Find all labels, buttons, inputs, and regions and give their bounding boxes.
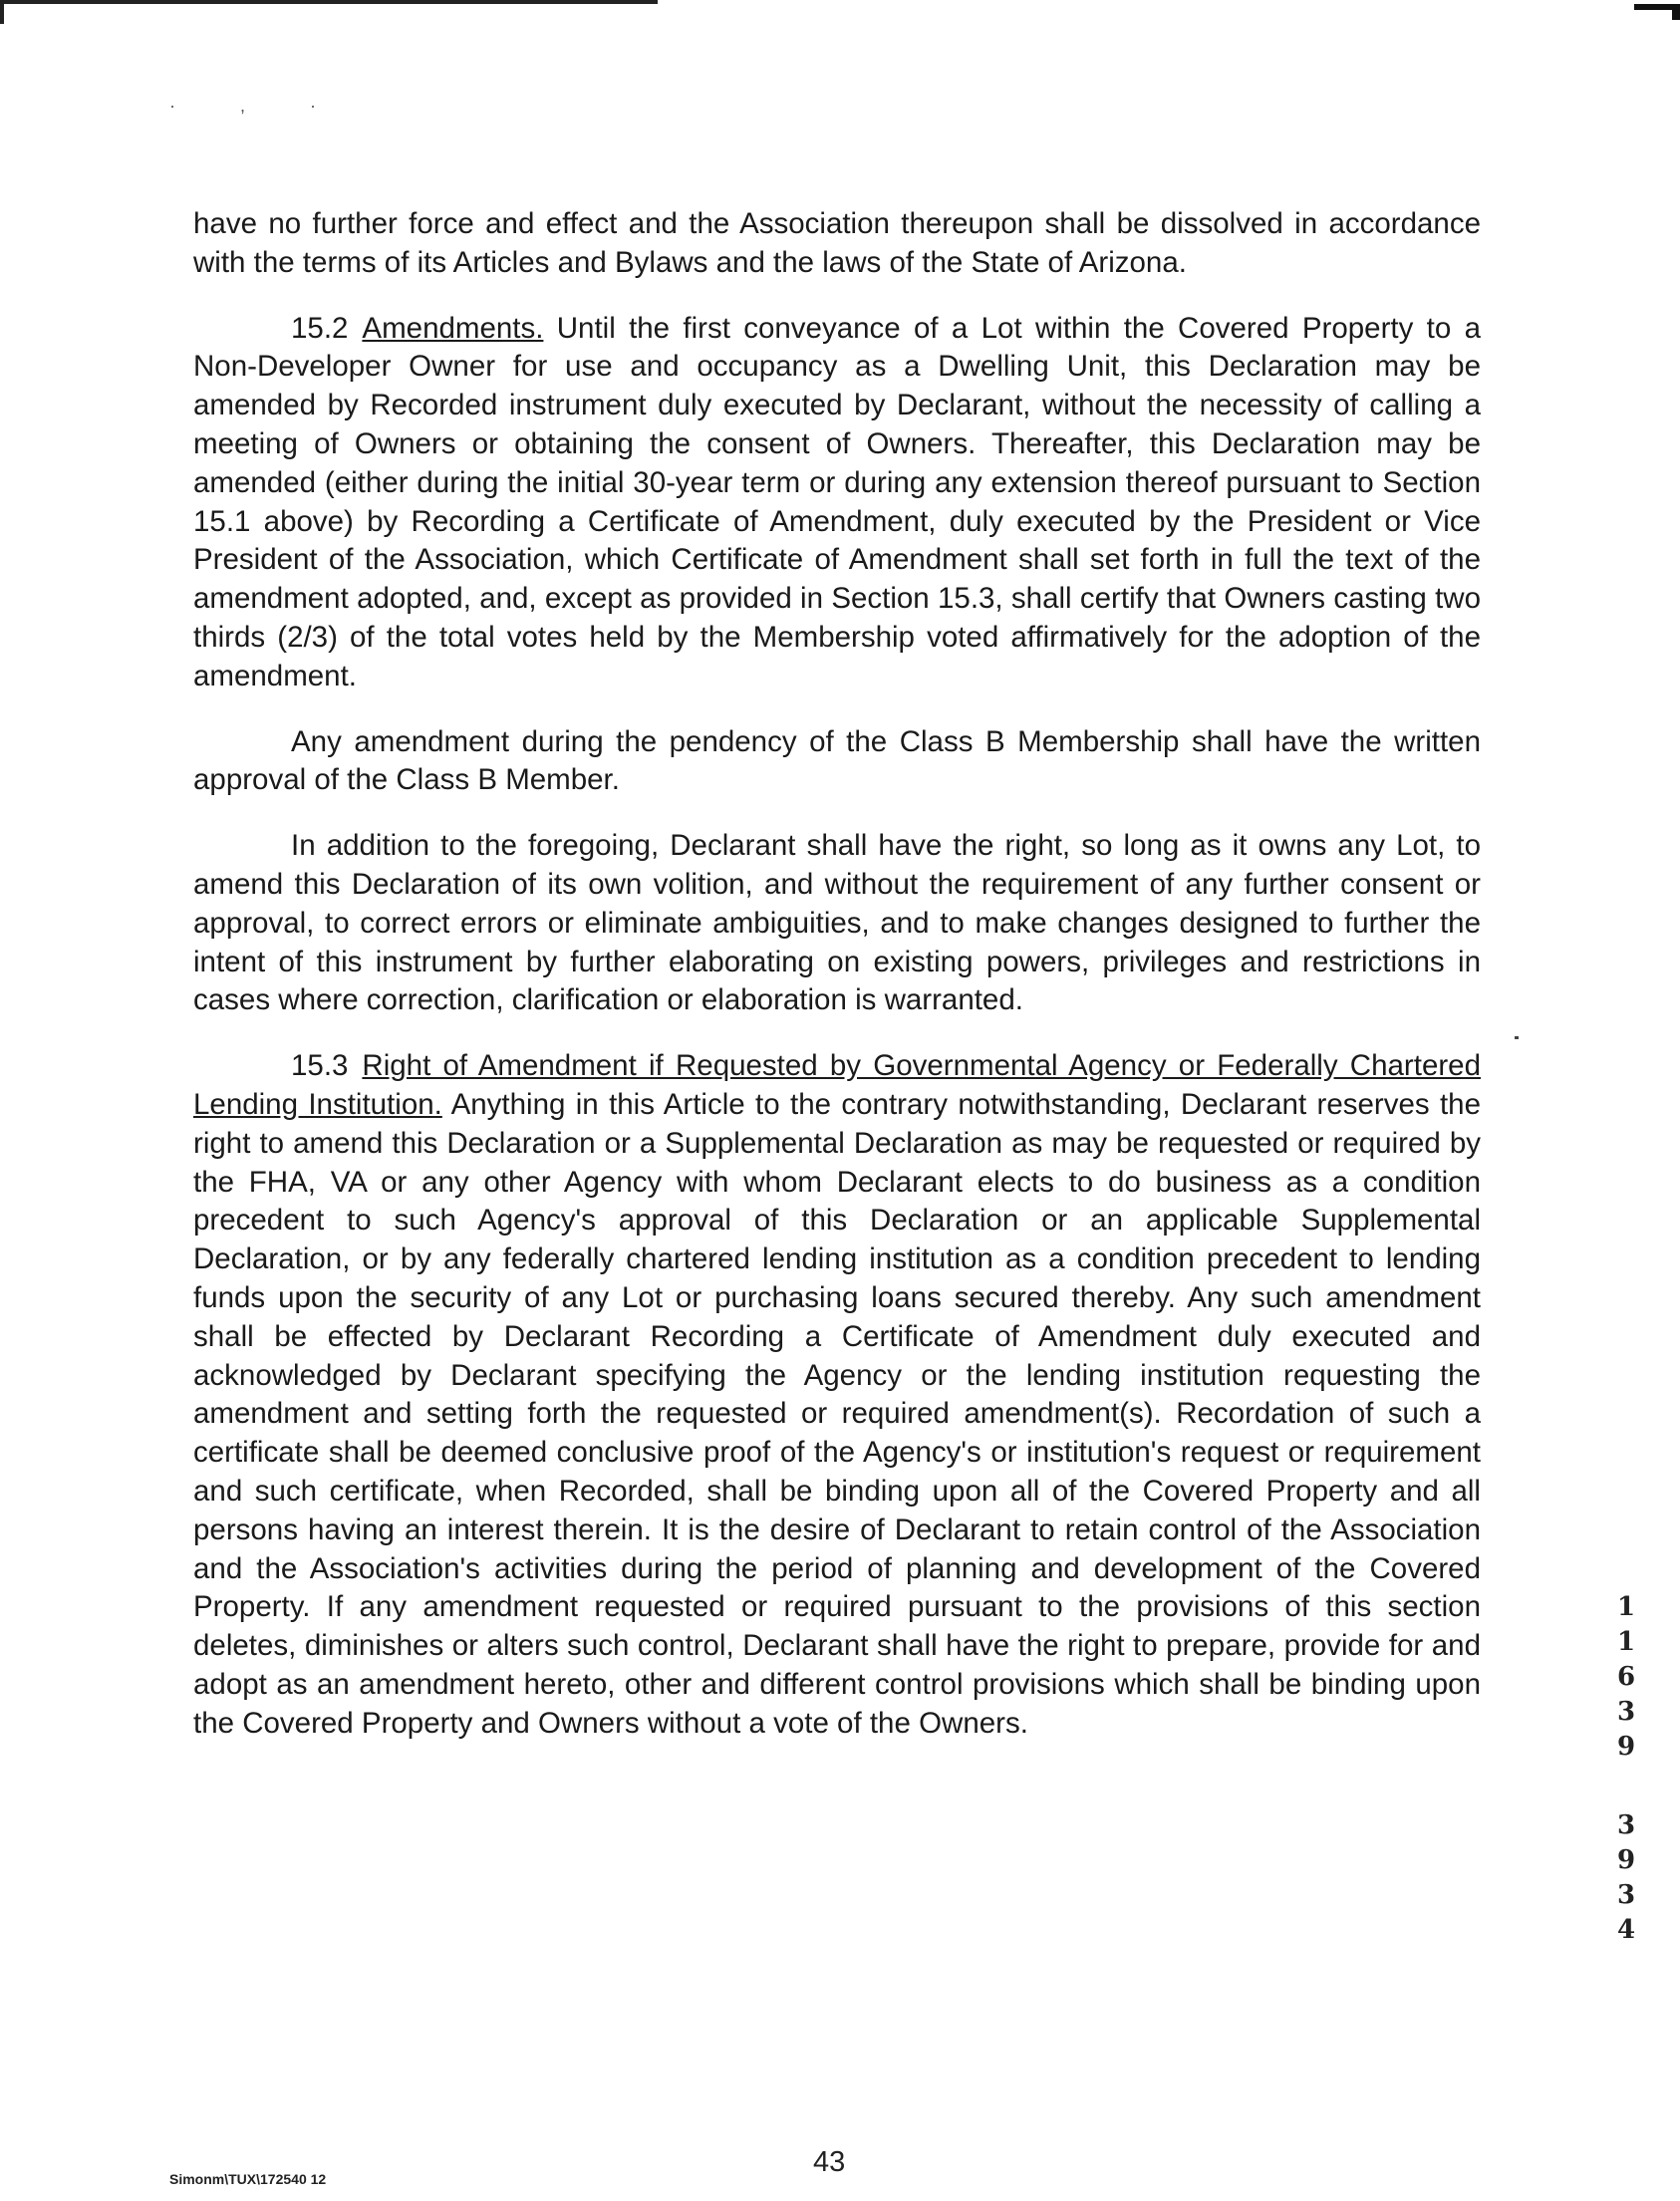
- stray-mark: [1515, 1036, 1519, 1039]
- stamp-digit: 9: [1616, 1732, 1636, 1762]
- stamp-gap: [1606, 1765, 1646, 1808]
- paragraph-continuation: have no further force and effect and the Association thereupon shall be dissolved in accordance with the terms of its Articles and Bylaws and the laws of the State of Arizona.: [193, 207, 1481, 279]
- scan-edge-line: [0, 0, 658, 4]
- paragraph-declarant-right: In addition to the foregoing, Declarant shall have the right, so long as it owns any Lot, to amend this Declaration of its own volition, and without the requirement of any further consent or approval, to correct errors or eliminate ambiguities, and to make changes designed to further the intent of this instrument by further elaborating on existing powers, privileges and restrictions in cases where correction, clarification or elaboration is warranted.: [193, 829, 1481, 1017]
- section-title: Amendments.: [362, 311, 544, 345]
- margin-recording-stamp: [1606, 1590, 1646, 1948]
- scan-corner-mark: [1634, 4, 1680, 20]
- scan-edge-tick: [0, 0, 4, 24]
- page-number: 43: [813, 2146, 846, 2178]
- section-text: Until the first conveyance of a Lot within the Covered Property to a Non-Developer Owner for use and occupancy as a Dwelling Unit, this Declaration may be amended by Recorded instrument duly executed by Declarant, without the necessity of calling a meeting of Owners or obtaining the consent of Owners. Thereafter, this Declaration may be amended (either during the initial 30-year term or during any extension thereof pursuant to Section 15.1 above) by Recording a Certificate of Amendment, duly executed by the President or Vice President of the Association, which Certificate of Amendment shall set forth in full the text of the amendment adopted, and, except as provided in Section 15.3, shall certify that Owners casting two thirds (2/3) of the total votes held by the Membership voted affirmatively for the adoption of the amendment.: [193, 311, 1481, 692]
- stamp-digit: 6: [1616, 1662, 1636, 1692]
- section-text: Anything in this Article to the contrary notwithstanding, Declarant reserves the right to amend this Declaration or a Supplemental Declaration as may be requested or required by the FHA, VA or any other Agency with whom Declarant elects to do business as a condition precedent to such Agency's approval of this Declaration or an applicable Supplemental Declaration, or by any federally chartered lending institution as a condition precedent to lending funds upon the security of any Lot or purchasing loans secured thereby. Any such amendment shall be effected by Declarant Recording a Certificate of Amendment duly executed and acknowledged by Declarant specifying the Agency or the lending institution requesting the amendment and setting forth the requested or required amendment(s). Recordation of such a certificate shall be deemed conclusive proof of the Agency's or institution's request or requirement and such certificate, when Recorded, shall be binding upon all of the Covered Property and all persons having an interest therein. It is the desire of Declarant to retain control of the Association and the Association's activities during the period of planning and development of the Covered Property. If any amendment requested or required pursuant to the provisions of this section deletes, diminishes or alters such control, Declarant shall have the right to prepare, provide for and adopt as an amendment hereto, other and different control provisions which shall be binding upon the Covered Property and Owners without a vote of the Owners.: [193, 1087, 1481, 1740]
- section-title: Right of Amendment if Requested by Governmental Agency or Federally Chartered Lending Institution.: [193, 1049, 1481, 1121]
- stamp-digit: 4: [1616, 1915, 1636, 1945]
- stamp-digit: 1: [1616, 1592, 1636, 1622]
- stamp-digit: 3: [1616, 1697, 1636, 1727]
- document-body: [193, 205, 1481, 1770]
- stamp-digit: 9: [1616, 1845, 1636, 1875]
- stamp-digit: 3: [1616, 1880, 1636, 1910]
- section-15-3: [193, 1047, 1481, 1743]
- scan-specks: · , ·: [169, 96, 346, 116]
- stamp-digit: 1: [1616, 1627, 1636, 1657]
- stamp-digit: 3: [1616, 1810, 1636, 1840]
- section-number: 15.2: [291, 311, 349, 345]
- footer-file-reference: Simonm\TUX\172540 12: [169, 2171, 327, 2187]
- section-number: 15.3: [291, 1049, 349, 1083]
- paragraph-class-b: Any amendment during the pendency of the Class B Membership shall have the written approval of the Class B Member.: [193, 724, 1481, 797]
- section-15-2: [193, 310, 1481, 696]
